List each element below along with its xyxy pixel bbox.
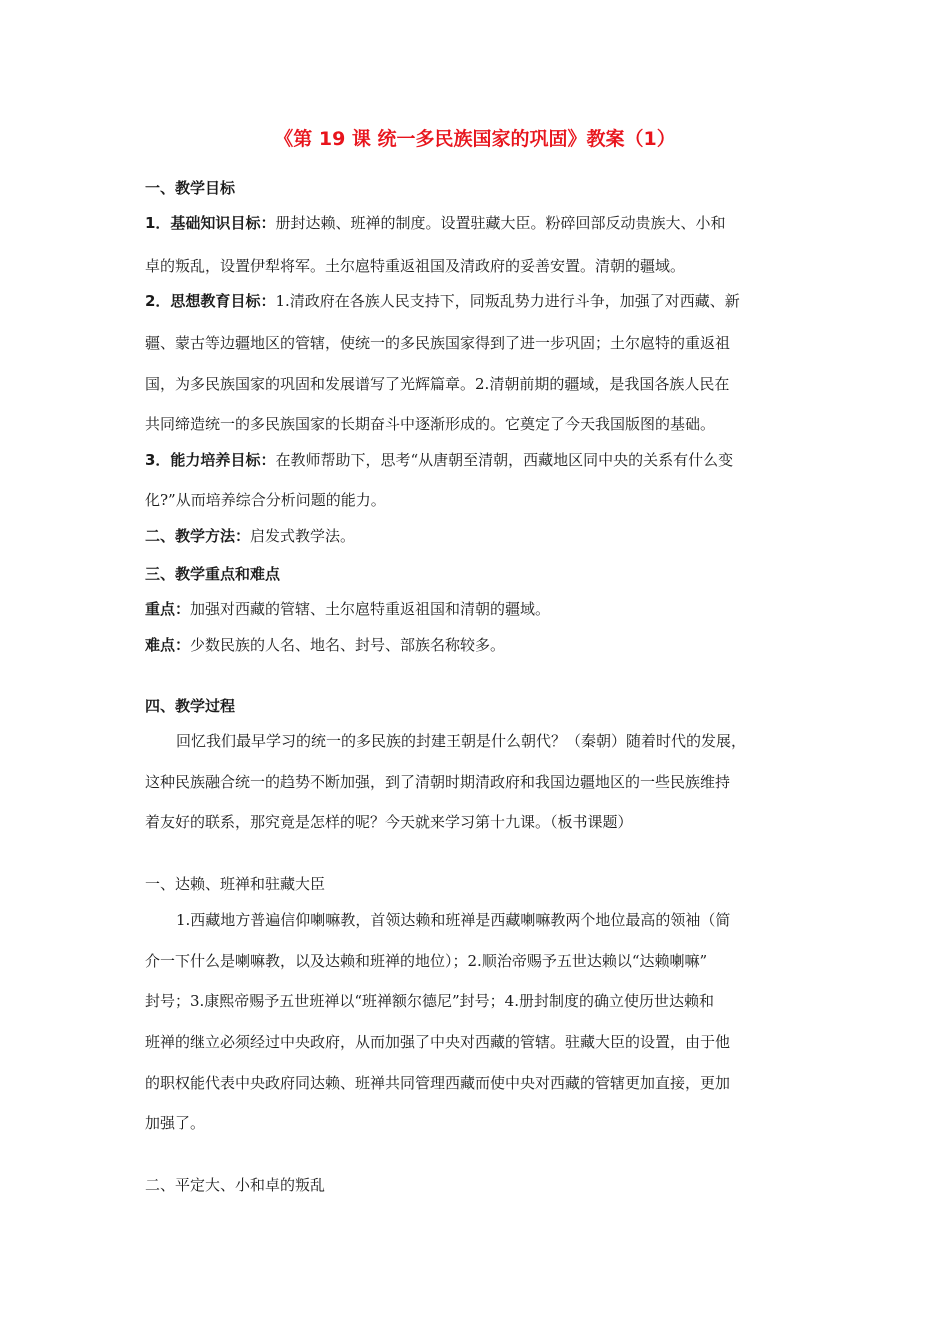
difficulty-line (145, 635, 505, 655)
method-text: 启发式教学法。 (250, 527, 356, 545)
part-1-line-6: 加强了。 (145, 1114, 206, 1132)
difficulty-text: 少数民族的人名、地名、封号、部族名称较多。 (190, 636, 506, 654)
part-1-line-3: 封号；3.康熙帝赐予五世班禅以“班禅额尔德尼”封号；4.册封制度的确立使历世达赖和 (145, 992, 714, 1010)
section-heading-objectives: 一、教学目标 (145, 179, 236, 197)
part-1-line-1: 1.西藏地方普遍信仰喇嘛教，首领达赖和班禅是西藏喇嘛教两个地位最高的领袖（简 (176, 911, 731, 929)
objective-1-line-1 (145, 213, 725, 233)
objective-3-line-2: 化?”从而培养综合分析问题的能力。 (145, 491, 386, 509)
section-heading-process: 四、教学过程 (145, 697, 236, 715)
objective-3-text-1: 在教师帮助下，思考“从唐朝至清朝，西藏地区同中央的关系有什么变 (275, 451, 734, 469)
key-point-label: 重点： (145, 600, 191, 618)
objective-3-line-1 (145, 450, 733, 470)
key-point-text: 加强对西藏的管辖、土尔扈特重返祖国和清朝的疆域。 (190, 600, 551, 618)
objective-1-text-1: 册封达赖、班禅的制度。设置驻藏大臣。粉碎回部反动贵族大、小和 (275, 214, 726, 232)
objective-2-text-1: 1.清政府在各族人民支持下，同叛乱势力进行斗争，加强了对西藏、新 (275, 292, 740, 310)
objective-2-line-4: 共同缔造统一的多民族国家的长期奋斗中逐渐形成的。它奠定了今天我国版图的基础。 (145, 415, 716, 433)
part-1-line-5: 的职权能代表中央政府同达赖、班禅共同管理西藏而使中央对西藏的管辖更加直接，更加 (145, 1074, 731, 1092)
objective-3-label: 3．能力培养目标： (145, 451, 276, 469)
objective-1-line-2: 卓的叛乱，设置伊犁将军。土尔扈特重返祖国及清政府的妥善安置。清朝的疆域。 (145, 257, 686, 275)
part-2-heading: 二、平定大、小和卓的叛乱 (145, 1176, 326, 1194)
objective-2-line-3: 国，为多民族国家的巩固和发展谱写了光辉篇章。2.清朝前期的疆域，是我国各族人民在 (145, 375, 730, 393)
objective-2-line-2: 疆、蒙古等边疆地区的管辖，使统一的多民族国家得到了进一步巩固；土尔扈特的重返祖 (145, 334, 731, 352)
process-intro-line-3: 着友好的联系，那究竟是怎样的呢？今天就来学习第十九课。（板书课题） (145, 813, 633, 831)
process-intro-line-2: 这种民族融合统一的趋势不断加强，到了清朝时期清政府和我国边疆地区的一些民族维持 (145, 773, 731, 791)
objective-2-label: 2．思想教育目标： (145, 292, 276, 310)
difficulty-label: 难点： (145, 636, 191, 654)
objective-2-line-1 (145, 291, 740, 311)
method-line (145, 526, 355, 546)
part-1-line-4: 班禅的继立必须经过中央政府，从而加强了中央对西藏的管辖。驻藏大臣的设置，由于他 (145, 1033, 731, 1051)
part-1-line-2: 介一下什么是喇嘛教，以及达赖和班禅的地位）；2.顺治帝赐予五世达赖以“达赖喇嘛” (145, 952, 708, 970)
document-title: 《第 19 课 统一多民族国家的巩固》教案（1） (274, 128, 676, 150)
key-point-line (145, 599, 550, 619)
part-1-heading: 一、达赖、班禅和驻藏大臣 (145, 875, 326, 893)
method-label: 二、教学方法： (145, 527, 251, 545)
section-heading-key-points: 三、教学重点和难点 (145, 565, 281, 583)
process-intro-line-1: 回忆我们最早学习的统一的多民族的封建王朝是什么朝代？（秦朝）随着时代的发展， (176, 732, 747, 750)
objective-1-label: 1．基础知识目标： (145, 214, 276, 232)
